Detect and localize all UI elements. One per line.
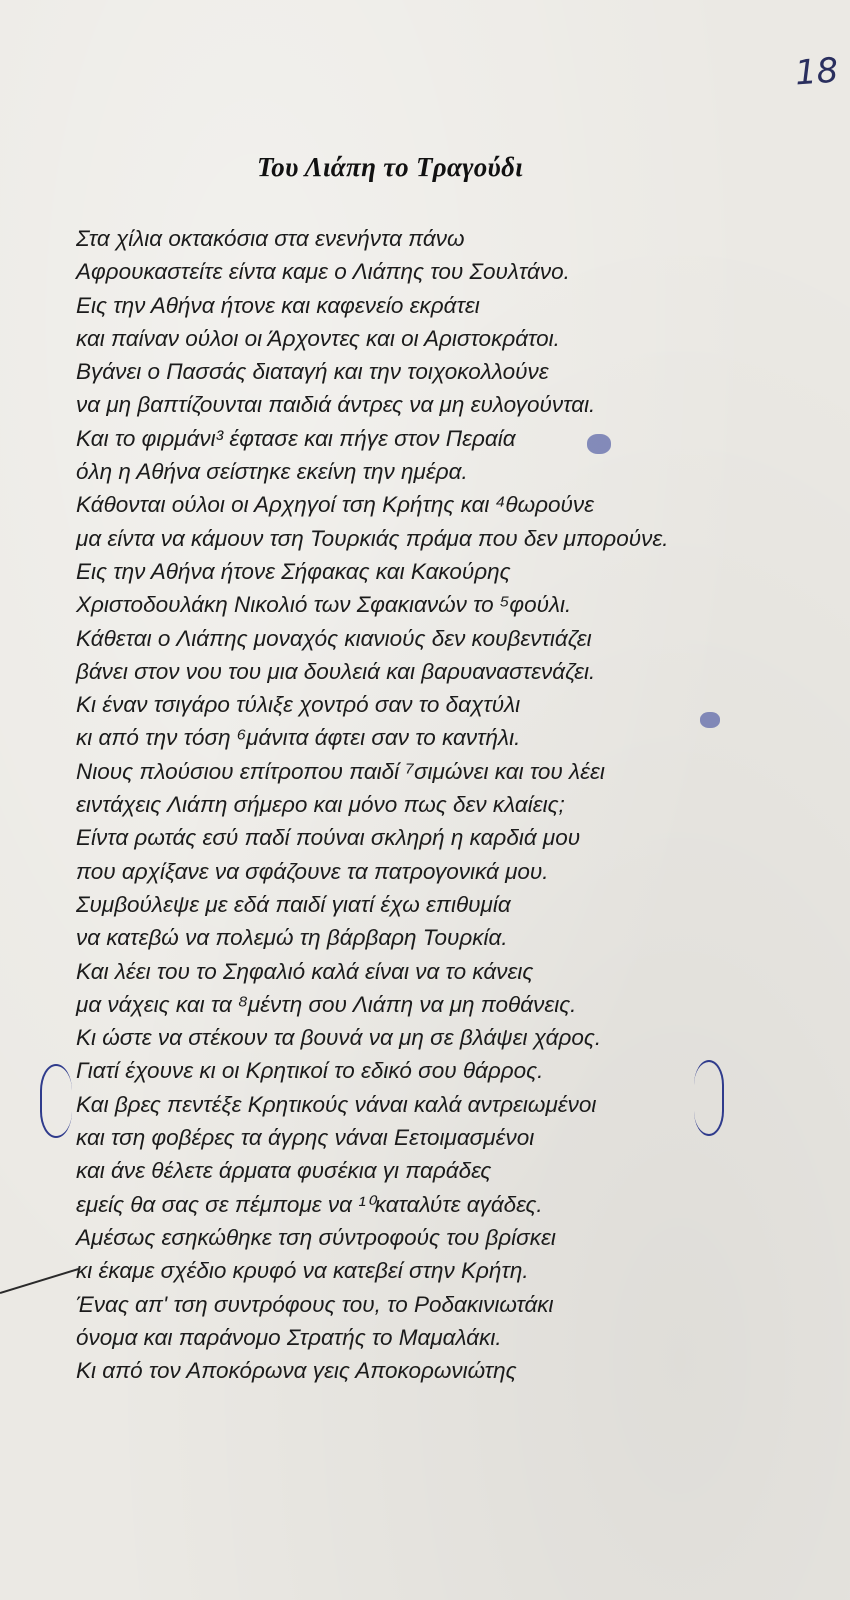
poem-line: Και βρες πεντέξε Κρητικούς νάναι καλά αντρειωμένοι bbox=[76, 1091, 597, 1117]
poem-line: Αμέσως εσηκώθηκε τση σύντροφούς του βρίσκει bbox=[76, 1224, 556, 1250]
poem-line: εμείς θα σας σε πέμπομε να ¹⁰καταλύτε αγάδες. bbox=[76, 1191, 543, 1217]
handwritten-page-number: 18 bbox=[793, 50, 840, 94]
poem-line: και παίναν ούλοι οι Άρχοντες και οι Αριστοκράτοι. bbox=[76, 325, 560, 351]
poem-line: Εις την Αθήνα ήτονε και καφενείο εκράτει bbox=[76, 292, 480, 318]
poem-line: Γιατί έχουνε κι οι Κρητικοί το εδικό σου θάρρος. bbox=[76, 1058, 544, 1084]
poem-line: κι έκαμε σχέδιο κρυφό να κατεβεί στην Κρήτη. bbox=[76, 1258, 529, 1284]
ink-blot bbox=[587, 434, 611, 454]
poem-line: Χριστοδουλάκη Νικολιό των Σφακιανών το ⁵φούλι. bbox=[76, 592, 572, 618]
poem-line: Κάθονται ούλοι οι Αρχηγοί τση Κρήτης και ⁴θωρούνε bbox=[76, 492, 595, 518]
poem-line: Αφρουκαστείτε είντα καμε ο Λιάπης του Σουλτάνο. bbox=[76, 259, 570, 285]
ink-blot bbox=[700, 712, 720, 728]
poem-line: Κι έναν τσιγάρο τύλιξε χοντρό σαν το δαχτύλι bbox=[76, 692, 521, 718]
poem-line: Στα χίλια οκτακόσια στα ενενήντα πάνω bbox=[76, 226, 465, 251]
handwritten-bracket-left bbox=[40, 1064, 72, 1138]
poem-line: βάνει στον νου του μια δουλειά και βαρυαναστενάζει. bbox=[76, 658, 596, 684]
poem-line: ειντάχεις Λιάπη σήμερο και μόνο πως δεν κλαίεις; bbox=[76, 792, 565, 818]
poem-line: όλη η Αθήνα σείστηκε εκείνη την ημέρα. bbox=[76, 459, 468, 485]
pen-stroke bbox=[0, 1267, 81, 1293]
poem-line: Εις την Αθήνα ήτονε Σήφακας και Κακούρης bbox=[76, 558, 511, 584]
poem-line: Κι από τον Αποκόρωνα γεις Αποκορωνιώτης bbox=[76, 1358, 517, 1384]
poem-line: μα νάχεις και τα ⁸μέντη σου Λιάπη να μη ποθάνεις. bbox=[76, 991, 577, 1017]
poem-line: Και το φιρμάνι³ έφτασε και πήγε στον Περαία bbox=[76, 425, 516, 451]
poem-line: που αρχίξανε να σφάζουνε τα πατρογονικά μου. bbox=[76, 858, 549, 884]
poem-line: να μη βαπτίζουνται παιδιά άντρες να μη ευλογούνται. bbox=[76, 392, 596, 418]
poem-line: όνομα και παράνομο Στρατής το Μαμαλάκι. bbox=[76, 1324, 502, 1350]
poem-line: Κι ώστε να στέκουν τα βουνά να μη σε βλάψει χάρος. bbox=[76, 1025, 602, 1051]
poem-line: κι από την τόση ⁶μάνιτα άφτει σαν το καντήλι. bbox=[76, 725, 521, 751]
poem-line: Νιους πλούσιου επίτροπου παιδί ⁷σιμώνει και του λέει bbox=[76, 758, 605, 784]
poem-line: και άνε θέλετε άρματα φυσέκια γι παράδες bbox=[76, 1158, 492, 1184]
poem-line: Είντα ρωτάς εσύ παδί πούναι σκληρή η καρδιά μου bbox=[76, 825, 581, 851]
poem-lines bbox=[76, 222, 816, 1387]
poem-line: Και λέει του το Σηφαλιό καλά είναι να το κάνεις bbox=[76, 958, 534, 984]
poem-line: Συμβούλεψε με εδά παιδί γιατί έχω επιθυμία bbox=[76, 891, 511, 917]
handwritten-bracket-right bbox=[694, 1060, 724, 1136]
poem-line: να κατεβώ να πολεμώ τη βάρβαρη Τουρκία. bbox=[76, 925, 508, 951]
poem-line: Βγάνει ο Πασσάς διαταγή και την τοιχοκολλούνε bbox=[76, 359, 549, 385]
poem-line: Κάθεται ο Λιάπης μοναχός κιανιούς δεν κουβεντιάζει bbox=[76, 625, 592, 651]
poem-title: Του Λιάπη το Τραγούδι bbox=[256, 152, 524, 182]
poem-line: μα είντα να κάμουν τση Τουρκιάς πράμα που δεν μπορούνε. bbox=[76, 525, 669, 551]
poem-line: και τση φοβέρες τα άγρης νάναι Εετοιμασμένοι bbox=[76, 1125, 535, 1151]
poem-line: Ένας απ' τση συντρόφους του, το Ροδακινιωτάκι bbox=[76, 1291, 554, 1317]
